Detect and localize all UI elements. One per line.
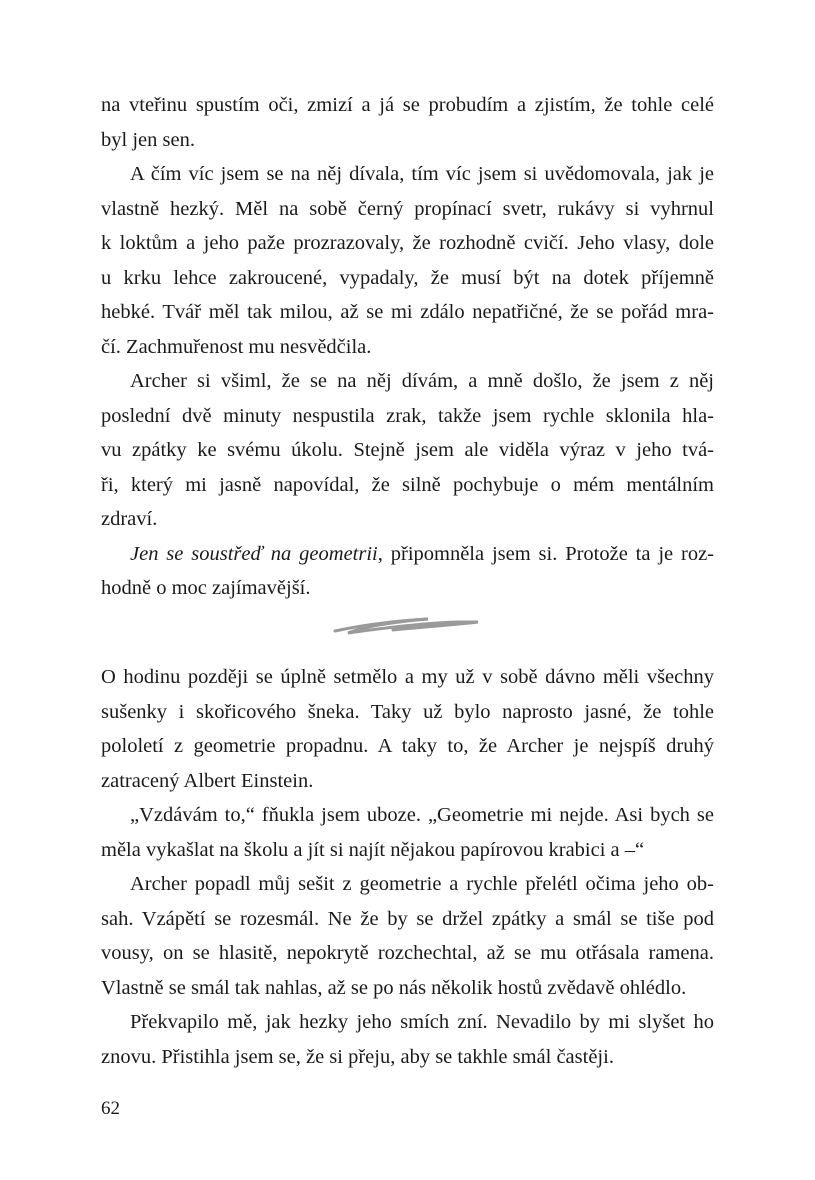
text-line xyxy=(101,300,714,324)
text-line xyxy=(101,976,714,1000)
text-line xyxy=(101,838,714,862)
text-line xyxy=(101,941,714,965)
text-line xyxy=(101,404,714,428)
text-line xyxy=(101,507,714,531)
line-text: vu zpátky ke svému úkolu. Stejně jsem ale viděla výraz v jeho tvá- xyxy=(101,439,714,461)
text-line xyxy=(101,1045,714,1069)
line-text: na vteřinu spustím oči, zmizí a já se probudím a zjistím, že tohle celé xyxy=(101,94,714,116)
line-text: u krku lehce zakroucené, vypadaly, že musí být na dotek příjemně xyxy=(101,267,714,289)
text-line xyxy=(101,231,714,255)
line-text: k loktům a jeho paže prozrazovaly, že rozhodně cvičí. Jeho vlasy, dole xyxy=(101,232,714,254)
text-line xyxy=(101,93,714,117)
line-text: Archer si všiml, že se na něj dívám, a mně došlo, že jsem z něj xyxy=(130,370,714,392)
text-line xyxy=(101,473,714,497)
line-text: sušenky i skořicového šneka. Taky už bylo naprosto jasné, že tohle xyxy=(101,701,714,723)
text-line xyxy=(101,197,714,221)
text-line xyxy=(101,665,714,689)
text-line xyxy=(101,576,714,600)
line-text: sah. Vzápětí se rozesmál. Ne že by se držel zpátky a smál se tiše pod xyxy=(101,908,714,930)
text-line xyxy=(101,1010,714,1034)
line-text: zatracený Albert Einstein. xyxy=(101,770,314,792)
line-text: poslední dvě minuty nespustila zrak, takže jsem rychle sklonila hla- xyxy=(101,405,714,427)
text-line xyxy=(101,907,714,931)
line-text: pololetí z geometrie propadnu. A taky to, že Archer je nejspíš druhý xyxy=(101,735,714,757)
line-text: hodně o moc zajímavější. xyxy=(101,577,311,599)
text-line xyxy=(101,700,714,724)
text-line xyxy=(101,128,714,152)
line-text: vlastně hezký. Měl na sobě černý propínací svetr, rukávy si vyhrnul xyxy=(101,198,714,220)
text-line xyxy=(101,162,714,186)
line-text: měla vykašlat na školu a jít si najít nějakou papírovou krabici a –“ xyxy=(101,839,645,861)
line-text: O hodinu později se úplně setmělo a my už v sobě dávno měli všechny xyxy=(101,666,714,688)
text-line xyxy=(101,803,714,827)
line-text: vousy, on se hlasitě, nepokrytě rozchechtal, až se mu otřásala ramena. xyxy=(101,942,714,964)
line-text: znovu. Přistihla jsem se, že si přeju, aby se takhle smál častěji. xyxy=(101,1046,614,1068)
line-text: , připomněla jsem si. Protože ta je roz- xyxy=(377,543,714,565)
line-text: ři, který mi jasně napovídal, že silně pochybuje o mém mentálním xyxy=(101,474,714,496)
line-text: zdraví. xyxy=(101,508,158,530)
text-line xyxy=(101,542,714,566)
text-line xyxy=(101,369,714,393)
line-text: „Vzdávám to,“ fňukla jsem uboze. „Geometrie mi nejde. Asi bych se xyxy=(130,804,714,826)
page-number: 62 xyxy=(101,1098,120,1119)
text-line xyxy=(101,266,714,290)
text-line xyxy=(101,335,714,359)
text-line xyxy=(101,734,714,758)
text-line xyxy=(101,438,714,462)
italic-text: Jen se soustřeď na geometrii xyxy=(130,543,378,565)
text-line xyxy=(101,769,714,793)
line-text: Překvapilo mě, jak hezky jeho smích zní. Nevadilo by mi slyšet ho xyxy=(130,1011,714,1033)
line-text: A čím víc jsem se na něj dívala, tím víc jsem si uvědomovala, jak je xyxy=(130,163,714,185)
line-text: čí. Zachmuřenost mu nesvědčila. xyxy=(101,336,372,358)
line-text: Archer popadl můj sešit z geometrie a rychle přelétl očima jeho ob- xyxy=(130,873,714,895)
text-line xyxy=(101,872,714,896)
section-break-scribble-icon xyxy=(333,613,483,637)
line-text: hebké. Tvář měl tak milou, až se mi zdálo nepatřičné, že se pořád mra- xyxy=(101,301,714,323)
line-text: Vlastně se smál tak nahlas, až se po nás několik hostů zvědavě ohlédlo. xyxy=(101,977,687,999)
line-text: byl jen sen. xyxy=(101,129,195,151)
